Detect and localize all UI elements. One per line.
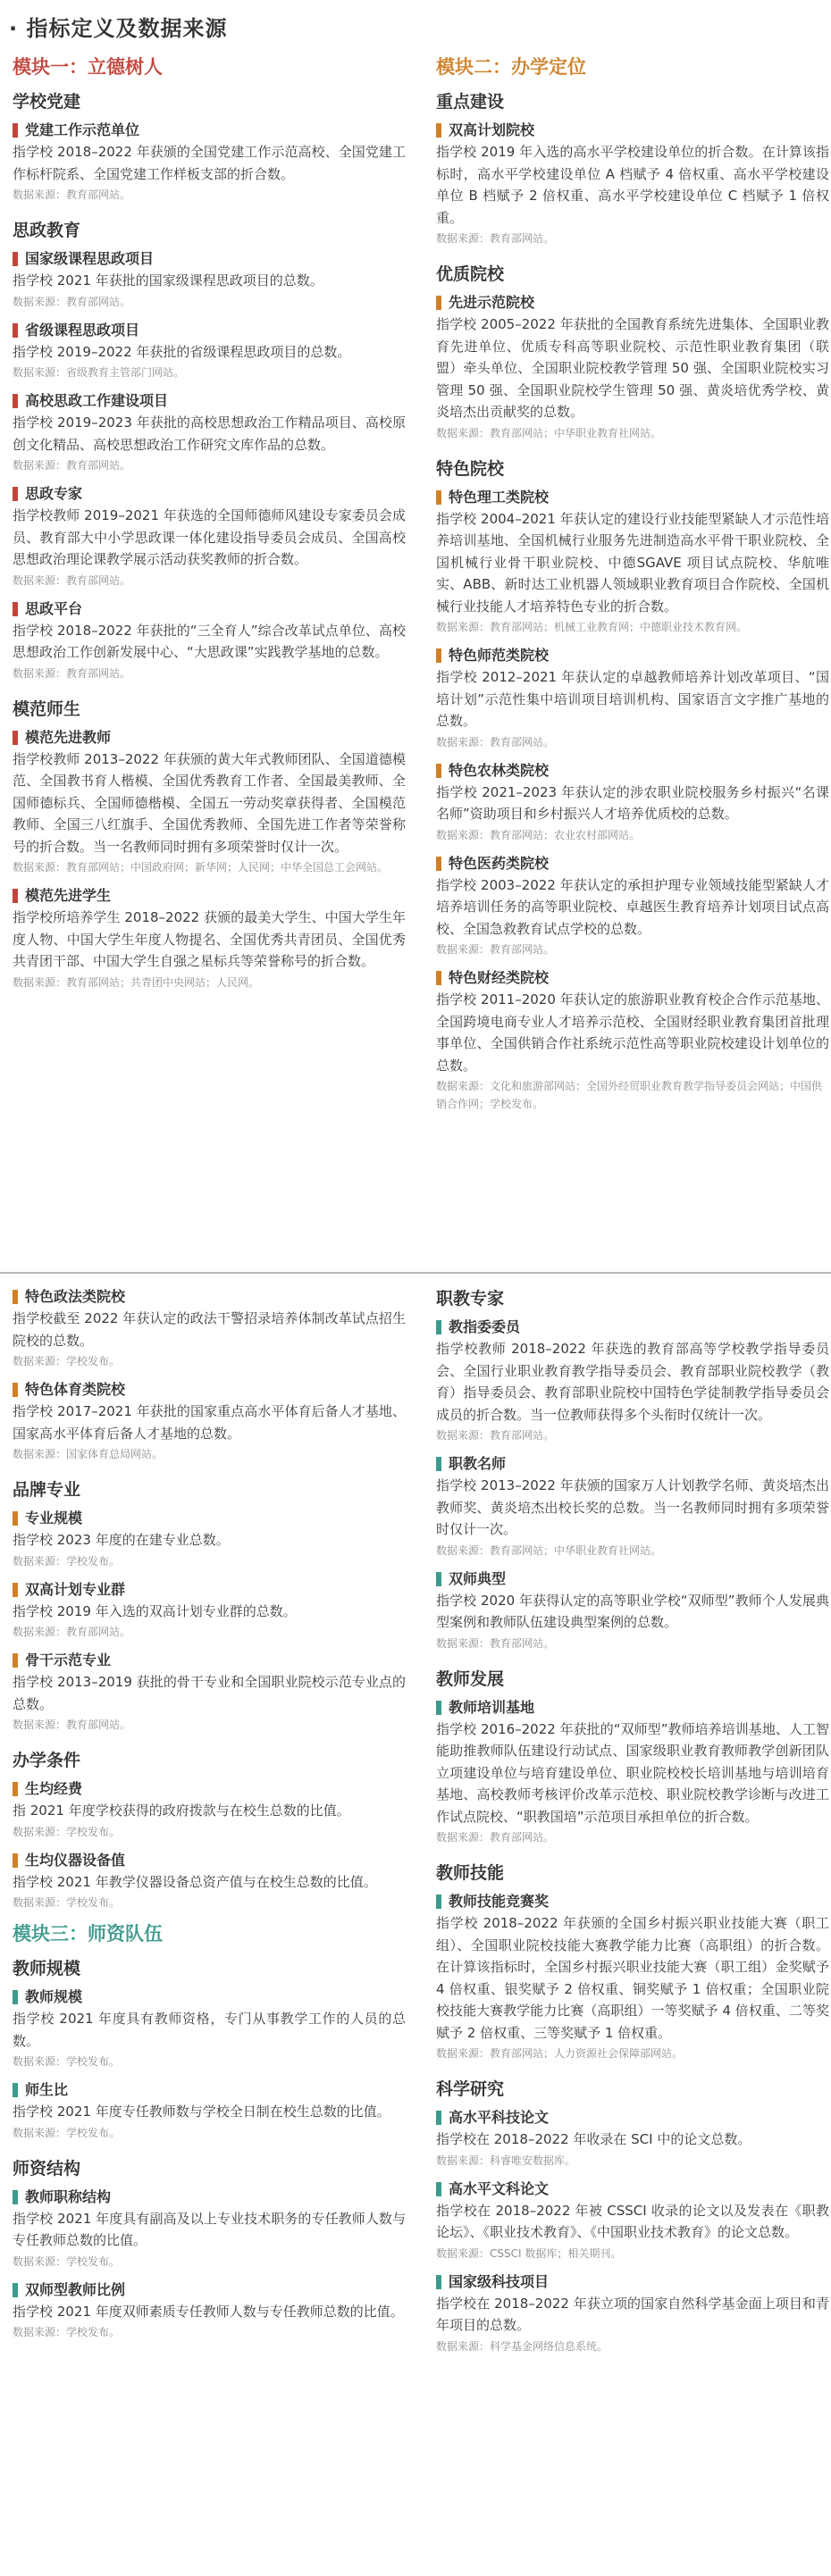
indicator-title [13, 2187, 406, 2208]
bookmark-icon [436, 1894, 441, 1909]
indicator-item [13, 1850, 406, 1912]
module-heading: 模块一：立德树人 [13, 56, 163, 78]
indicator-source: 数据来源：省级教育主管部门网站。 [13, 366, 185, 379]
bookmark-icon [436, 123, 441, 138]
bookmark-icon [436, 296, 441, 310]
indicator-title [13, 2279, 406, 2301]
indicator-title [13, 1286, 406, 1308]
indicator-source: 数据来源：教育部网站。 [13, 1719, 131, 1731]
indicator-item [436, 1697, 829, 1847]
indicator-title-text: 师生比 [25, 2081, 69, 2098]
indicator-item [13, 598, 406, 682]
indicator-source: 数据来源：教育部网站。 [436, 232, 555, 245]
indicator-item [436, 1891, 829, 2062]
indicator-item [436, 645, 829, 751]
bookmark-icon [13, 252, 18, 266]
indicator-title [13, 248, 406, 270]
indicator-title-text: 骨干示范专业 [25, 1652, 112, 1669]
bookmark-icon [13, 1653, 18, 1668]
indicator-source: 数据来源：教育部网站；人力资源社会保障部网站。 [436, 2047, 684, 2060]
indicator-source: 数据来源：学校发布。 [13, 2055, 121, 2068]
indicator-description: 指学校 2018–2022 年获批的“三全育人”综合改革试点单位、高校思想政治工作创新发展中心、“大思政课”实践教学基地的总数。 [13, 622, 406, 660]
bookmark-icon [436, 1457, 441, 1471]
indicator-item [436, 120, 829, 247]
indicator-title [13, 320, 406, 341]
indicator-title [13, 1508, 406, 1529]
indicator-title-text: 高水平文科论文 [449, 2179, 550, 2197]
indicator-item [436, 760, 829, 844]
indicator-title [436, 1568, 829, 1590]
bookmark-icon [13, 394, 18, 408]
category-group [13, 1286, 406, 1463]
indicator-description: 指学校 2018–2022 年获颁的全国乡村振兴职业技能大赛（职工组）、全国职业院校技能大赛教学能力比赛（高职组）的折合数。在计算该指标时，全国乡村振兴职业技能大赛（职工组）金奖赋予 4 倍权重、银奖赋予 2 倍权重、铜奖赋予 1 倍权重；全国职业院校技能大赛教学能力比赛（高职组）一等奖赋予 4 倍权重、二等奖赋予 2 倍权重、三等奖赋予 1 倍权重。 [436, 1915, 829, 2041]
indicator-description: 指学校 2019–2022 年获批的省级课程思政项目的总数。 [13, 343, 351, 360]
indicator-title [436, 2107, 829, 2129]
indicator-item [436, 2271, 829, 2355]
indicator-title-text: 特色师范类院校 [449, 647, 550, 664]
indicator-item [13, 2279, 406, 2342]
category-group [13, 1748, 406, 1911]
indicator-title-text: 教师规模 [25, 1988, 83, 2005]
indicator-title [13, 1778, 406, 1800]
bookmark-icon [436, 1572, 441, 1586]
indicator-title-text: 国家级科技项目 [449, 2272, 550, 2290]
indicator-title-text: 特色政法类院校 [25, 1288, 126, 1305]
indicator-item [436, 292, 829, 442]
indicator-source: 数据来源：国家体育总局网站。 [13, 1448, 164, 1460]
indicator-description: 指学校 2021 年度双师素质专任教师人数与专任教师总数的比值。 [13, 2303, 404, 2320]
indicator-title-text: 模范先进学生 [25, 887, 112, 904]
category-heading: 科学研究 [436, 2079, 505, 2099]
indicator-title [13, 1379, 406, 1401]
indicator-description: 指学校在 2018–2022 年收录在 SCI 中的论文总数。 [436, 2131, 751, 2147]
category-group [436, 89, 829, 247]
indicator-item [13, 1650, 406, 1734]
bookmark-icon [436, 2275, 441, 2289]
indicator-description: 指学校 2005–2022 年获批的全国教育系统先进集体、全国职业教育先进单位、优质专科高等职业院校、示范性职业教育集团（联盟）牵头单位、全国职业院校教学管理 50 强、全国职业院校实习管理 50 强、全国职业院校学生管理 50 强、黄炎培优秀学校、黄炎培杰出贡献奖的总数。 [436, 316, 829, 420]
indicator-title [436, 2179, 829, 2200]
indicator-description: 指学校教师 2018–2022 年获选的教育部高等学校教学指导委员会、全国行业职业教育教学指导委员会、教育部职业院校教学（教育）指导委员会、教育部职业院校中国特色学徒制教学指导委员会成员的折合数。当一位教师获得多个头衔时仅统计一次。 [436, 1341, 829, 1423]
category-group [13, 1477, 406, 1734]
indicator-description: 指学校 2019 年入选的双高计划专业群的总数。 [13, 1602, 297, 1619]
indicator-title [436, 487, 829, 508]
indicator-description: 指学校 2012–2021 年获认定的卓越教师培养计划改革项目、“国培计划”示范性集中培训项目培训机构、国家语言文字推广基地的总数。 [436, 669, 829, 729]
indicator-source: 数据来源：科睿唯安数据库。 [436, 2154, 576, 2167]
bookmark-icon [436, 971, 441, 985]
indicator-source: 数据来源：教育部网站。 [13, 295, 131, 308]
indicator-title [436, 120, 829, 141]
indicator-item [436, 487, 829, 637]
indicator-source: 数据来源：教育部网站。 [13, 573, 131, 587]
indicator-title [13, 1650, 406, 1671]
bookmark-icon [436, 1701, 441, 1715]
indicator-source: 数据来源：教育部网站；机械工业教育网；中德职业技术教育网。 [436, 621, 748, 633]
module-heading: 模块三：师资队伍 [13, 1923, 163, 1945]
indicator-description: 指学校 2018–2022 年获颁的全国党建工作示范高校、全国党建工作标杆院系、全国党建工作样板支部的折合数。 [13, 144, 406, 182]
indicator-source: 数据来源：教育部网站；中华职业教育社网站。 [436, 426, 662, 439]
indicator-item [436, 2179, 829, 2262]
indicator-source: 数据来源：教育部网站。 [436, 1636, 555, 1650]
indicator-description: 指学校 2004–2021 年获认定的建设行业技能型紧缺人才示范性培养培训基地、全国机械行业服务先进制造高水平骨干职业院校、全国机械行业骨干职业院校、中德SGAVE 项目试点院校、华航唯实、ABB、新时达工业机器人领域职业教育项目合作院校、全国机械行业技能人才培养特色专业的折合数。 [436, 510, 829, 615]
bookmark-icon [13, 487, 18, 501]
indicator-title-text: 特色农林类院校 [449, 761, 550, 779]
indicator-item [13, 1379, 406, 1463]
bookmark-icon [13, 602, 18, 616]
indicator-item [436, 2107, 829, 2170]
bookmark-icon [13, 2283, 18, 2297]
indicator-title [436, 760, 829, 782]
indicator-title-text: 特色理工类院校 [449, 488, 550, 506]
indicator-item [13, 248, 406, 311]
indicator-source: 数据来源：教育部网站；农业农村部网站。 [436, 828, 641, 841]
indicator-description: 指学校教师 2019–2021 年获选的全国师德师风建设专家委员会成员、教育部大中小学思政课一体化建设指导委员会成员、全国高校思想政治理论课教学展示活动获奖教师的折合数。 [13, 507, 406, 567]
indicator-title [13, 120, 406, 141]
bookmark-icon [436, 2111, 441, 2125]
part2-right-column [436, 1286, 829, 2364]
indicator-description: 指学校教师 2013–2022 年获颁的黄大年式教师团队、全国道德模范、全国教书育人楷模、全国优秀教育工作者、全国最美教师、全国师德标兵、全国师德楷模、全国五一劳动奖章获得者、全国模范教师、全国三八红旗手、全国优秀教师、全国先进工作者等荣誉称号的折合数。当一名教师同时拥有多项荣誉时仅计一次。 [13, 750, 406, 855]
indicator-item [436, 1453, 829, 1560]
indicator-source: 数据来源：教育部网站。 [436, 943, 555, 956]
indicator-title [436, 1697, 829, 1719]
indicator-item [13, 885, 406, 991]
indicator-description: 指学校 2019–2023 年获批的高校思想政治工作精品项目、高校原创文化精品、高校思想政治工作研究文库作品的总数。 [13, 414, 406, 453]
indicator-source: 数据来源：教育部网站。 [436, 1429, 555, 1442]
indicator-title-text: 先进示范院校 [449, 294, 535, 311]
indicator-title-text: 教师培训基地 [449, 1698, 535, 1716]
bookmark-icon [13, 1990, 18, 2004]
indicator-title-text: 职教名师 [449, 1455, 507, 1472]
indicator-description: 指学校 2021 年度具有教师资格，专门从事教学工作的人员的总数。 [13, 2011, 406, 2049]
indicator-source: 数据来源：教育部网站。 [13, 666, 131, 680]
indicator-item [13, 1286, 406, 1370]
bookmark-icon [436, 2182, 441, 2196]
bookmark-icon [13, 731, 18, 745]
bookmark-icon [436, 764, 441, 778]
indicator-title [436, 292, 829, 314]
indicator-title-text: 国家级课程思政项目 [25, 250, 155, 267]
bookmark-icon [13, 2190, 18, 2204]
bookmark-icon [13, 1290, 18, 1304]
bookmark-icon [436, 857, 441, 871]
category-group [436, 1667, 829, 1847]
indicator-source: 数据来源：教育部网站。 [13, 459, 131, 472]
indicator-source: 数据来源：学校发布。 [13, 2326, 121, 2338]
indicator-title-text: 特色财经类院校 [449, 969, 550, 986]
indicator-source: 数据来源：CSSCI 数据库；相关期刊。 [436, 2246, 622, 2260]
bookmark-icon [436, 648, 441, 663]
indicator-title [13, 727, 406, 749]
indicator-item [13, 2079, 406, 2142]
indicator-item [13, 1579, 406, 1642]
category-heading: 特色院校 [436, 458, 505, 479]
indicator-title [436, 645, 829, 666]
category-heading: 教师发展 [436, 1669, 505, 1689]
indicator-description: 指学校 2021–2023 年获认定的涉农职业院校服务乡村振兴“名课名师”资助项目和乡村振兴人才培养优质校的总数。 [436, 783, 829, 822]
indicator-source: 数据来源：学校发布。 [13, 2254, 121, 2268]
indicator-source: 数据来源：教育部网站。 [13, 188, 131, 201]
indicator-description: 指学校 2003–2022 年获认定的承担护理专业领域技能型紧缺人才培养培训任务的高等职业院校、卓越医生教育培养计划项目试点高校、全国急救教育试点学校的总数。 [436, 876, 829, 937]
bookmark-icon [13, 1853, 18, 1868]
category-heading: 教师技能 [436, 1863, 505, 1883]
indicator-item [13, 320, 406, 382]
indicator-title [436, 853, 829, 874]
indicator-title-text: 省级课程思政项目 [25, 321, 140, 339]
indicator-title-text: 教师技能竞赛奖 [449, 1893, 550, 1910]
indicator-source: 数据来源：教育部网站；中华职业教育社网站。 [436, 1543, 662, 1557]
indicator-description: 指学校 2017–2021 年获批的国家重点高水平体育后备人才基地、国家高水平体育后备人才基地的总数。 [13, 1403, 406, 1442]
indicator-source: 数据来源：文化和旅游部网站；全国外经贸职业教育教学指导委员会网站；中国供销合作网；学校发布。 [436, 1080, 823, 1110]
indicator-title-text: 高水平科技论文 [449, 2109, 550, 2126]
indicator-title [13, 885, 406, 907]
indicator-title-text: 教指委委员 [449, 1318, 521, 1335]
indicator-description: 指学校在 2018–2022 年获立项的国家自然科学基金面上项目和青年项目的总数。 [436, 2295, 829, 2333]
indicator-title [436, 1317, 829, 1338]
indicator-item [13, 483, 406, 590]
indicator-title-text: 特色医药类院校 [449, 854, 550, 872]
bookmark-icon [436, 490, 441, 505]
bookmark-icon [13, 1782, 18, 1796]
bookmark-icon [436, 1320, 441, 1334]
indicator-description: 指学校 2020 年获得认定的高等职业学校“双师型”教师个人发展典型案例和教师队伍建设典型案例的总数。 [436, 1592, 829, 1630]
indicator-description: 指学校 2013–2022 年获颁的国家万人计划教学名师、黄炎培杰出教师奖、黄炎培杰出校长奖的总数。当一名教师同时拥有多项荣誉时仅计一次。 [436, 1477, 829, 1537]
indicator-title [13, 2079, 406, 2101]
bookmark-icon [13, 1583, 18, 1597]
indicator-title [13, 1579, 406, 1601]
indicator-item [13, 120, 406, 204]
category-group [436, 262, 829, 442]
section-divider [0, 1272, 831, 1274]
indicator-description: 指学校截至 2022 年获认定的政法干警招录培养体制改革试点招生院校的总数。 [13, 1310, 406, 1349]
indicator-title [13, 483, 406, 505]
indicator-source: 数据来源：教育部网站。 [436, 735, 555, 749]
indicator-item [436, 1568, 829, 1652]
indicator-source: 数据来源：教育部网站；共青团中央网站；人民网。 [13, 975, 260, 989]
indicator-title [13, 1986, 406, 2008]
part1-left-column [13, 54, 406, 1000]
category-heading: 重点建设 [436, 92, 505, 112]
category-group [13, 2156, 406, 2342]
indicator-description: 指学校 2023 年度的在建专业总数。 [13, 1532, 230, 1548]
category-heading: 品牌专业 [13, 1480, 81, 1500]
category-group [13, 697, 406, 991]
indicator-item [13, 2187, 406, 2271]
category-heading: 思政教育 [13, 221, 81, 240]
part1-right-column [436, 54, 829, 1122]
bookmark-icon [13, 323, 18, 338]
indicator-title-text: 双师典型 [449, 1569, 507, 1587]
indicator-title [436, 2271, 829, 2293]
indicator-description: 指学校 2013–2019 获批的骨干专业和全国职业院校示范专业点的总数。 [13, 1674, 406, 1712]
indicator-source: 数据来源：学校发布。 [13, 1896, 121, 1909]
indicator-description: 指学校 2016–2022 年获批的“双师型”教师培养培训基地、人工智能助推教师队伍建设行动试点、国家级职业教育教师教学创新团队立项建设单位与培育建设单位、职业院校校长培训基地与培训培育基地、高校教师考核评价改革示范校、职业院校教学诊断与改进工作试点院校、“职教国培”示范项目承担单位的折合数。 [436, 1720, 829, 1825]
indicator-title-text: 双高计划专业群 [25, 1580, 126, 1598]
indicator-item [13, 1778, 406, 1841]
indicator-title-text: 党建工作示范单位 [25, 121, 140, 138]
indicator-description: 指 2021 年度学校获得的政府拨款与在校生总数的比值。 [13, 1802, 350, 1819]
indicator-title [13, 1850, 406, 1871]
indicator-title-text: 教师职称结构 [25, 2187, 112, 2205]
category-heading: 职教专家 [436, 1289, 505, 1309]
indicator-source: 数据来源：学校发布。 [13, 2126, 121, 2139]
indicator-source: 数据来源：教育部网站；中国政府网；新华网；人民网；中华全国总工会网站。 [13, 861, 389, 874]
indicator-title-text: 双师型教师比例 [25, 2280, 126, 2298]
category-heading: 优质院校 [436, 264, 505, 284]
indicator-title-text: 专业规模 [25, 1510, 83, 1526]
indicator-description: 指学校 2021 年获批的国家级课程思政项目的总数。 [13, 272, 323, 289]
indicator-item [13, 390, 406, 474]
indicator-source: 数据来源：学校发布。 [13, 1355, 121, 1367]
indicator-source: 数据来源：教育部网站。 [13, 1626, 131, 1638]
indicator-item [436, 853, 829, 959]
indicator-item [436, 967, 829, 1113]
indicator-title [436, 1453, 829, 1475]
indicator-title-text: 特色体育类院校 [25, 1381, 126, 1398]
bookmark-icon [13, 123, 18, 138]
indicator-item [13, 1986, 406, 2070]
indicator-source: 数据来源：教育部网站。 [436, 1831, 555, 1844]
indicator-title [436, 1891, 829, 1912]
bookmark-icon [13, 889, 18, 903]
indicator-item [436, 1317, 829, 1444]
category-group [13, 218, 406, 682]
category-heading: 学校党建 [13, 92, 81, 112]
indicator-title [13, 598, 406, 620]
indicator-description: 指学校 2019 年入选的高水平学校建设单位的折合数。在计算该指标时，高水平学校建设单位 A 档赋予 4 倍权重、高水平学校建设单位 B 档赋予 2 倍权重、高水平学校建设单位 C 档赋予 1 倍权重。 [436, 144, 829, 226]
category-group [436, 1286, 829, 1652]
indicator-description: 指学校 2021 年教学仪器设备总资产值与在校生总数的比值。 [13, 1873, 377, 1890]
bookmark-icon [13, 1383, 18, 1397]
indicator-title-text: 生均经费 [25, 1780, 83, 1797]
module-heading: 模块二：办学定位 [436, 56, 586, 78]
page-title: · 指标定义及数据来源 [9, 16, 228, 41]
indicator-description: 指学校所培养学生 2018–2022 获颁的最美大学生、中国大学生年度人物、中国大学生年度人物提名、全国优秀共青团员、全国优秀共青团干部、中国大学生自强之星标兵等荣誉称号的折合数。 [13, 909, 406, 969]
category-heading: 师资结构 [13, 2158, 81, 2179]
indicator-description: 指学校 2021 年度专任教师数与学校全日制在校生总数的比值。 [13, 2103, 390, 2120]
category-heading: 教师规模 [13, 1959, 81, 1978]
indicator-title-text: 双高计划院校 [449, 121, 535, 138]
indicator-description: 指学校在 2018–2022 年被 CSSCI 收录的论文以及发表在《职教论坛》、《职业技术教育》、《中国职业技术教育》的论文总数。 [436, 2202, 829, 2240]
indicator-item [13, 727, 406, 877]
indicator-title [13, 390, 406, 412]
indicator-title-text: 生均仪器设备值 [25, 1851, 126, 1869]
bookmark-icon [13, 2083, 18, 2097]
indicator-title [436, 967, 829, 989]
category-group [436, 1861, 829, 2062]
indicator-description: 指学校 2021 年度具有副高及以上专业技术职务的专任教师人数与专任教师总数的比值。 [13, 2210, 406, 2248]
bookmark-icon [13, 1511, 18, 1526]
part2-left-column [13, 1286, 406, 2350]
category-heading: 模范师生 [13, 698, 81, 719]
category-group [13, 89, 406, 204]
category-group [436, 2077, 829, 2355]
indicator-title-text: 思政专家 [25, 485, 83, 502]
indicator-title-text: 高校思政工作建设项目 [25, 392, 169, 409]
category-group [13, 1956, 406, 2142]
indicator-source: 数据来源：科学基金网络信息系统。 [436, 2339, 609, 2353]
indicator-title-text: 模范先进教师 [25, 728, 112, 746]
indicator-description: 指学校 2011–2020 年获认定的旅游职业教育校企合作示范基地、全国跨境电商专业人才培养示范校、全国财经职业教育集团首批理事单位、全国供销合作社系统示范性高等职业院校建设计划单位的总数。 [436, 991, 829, 1074]
category-heading: 办学条件 [13, 1751, 81, 1770]
category-group [436, 456, 829, 1114]
indicator-source: 数据来源：学校发布。 [13, 1554, 121, 1568]
indicator-item [13, 1508, 406, 1570]
indicator-title-text: 思政平台 [25, 599, 83, 617]
indicator-source: 数据来源：学校发布。 [13, 1825, 121, 1838]
